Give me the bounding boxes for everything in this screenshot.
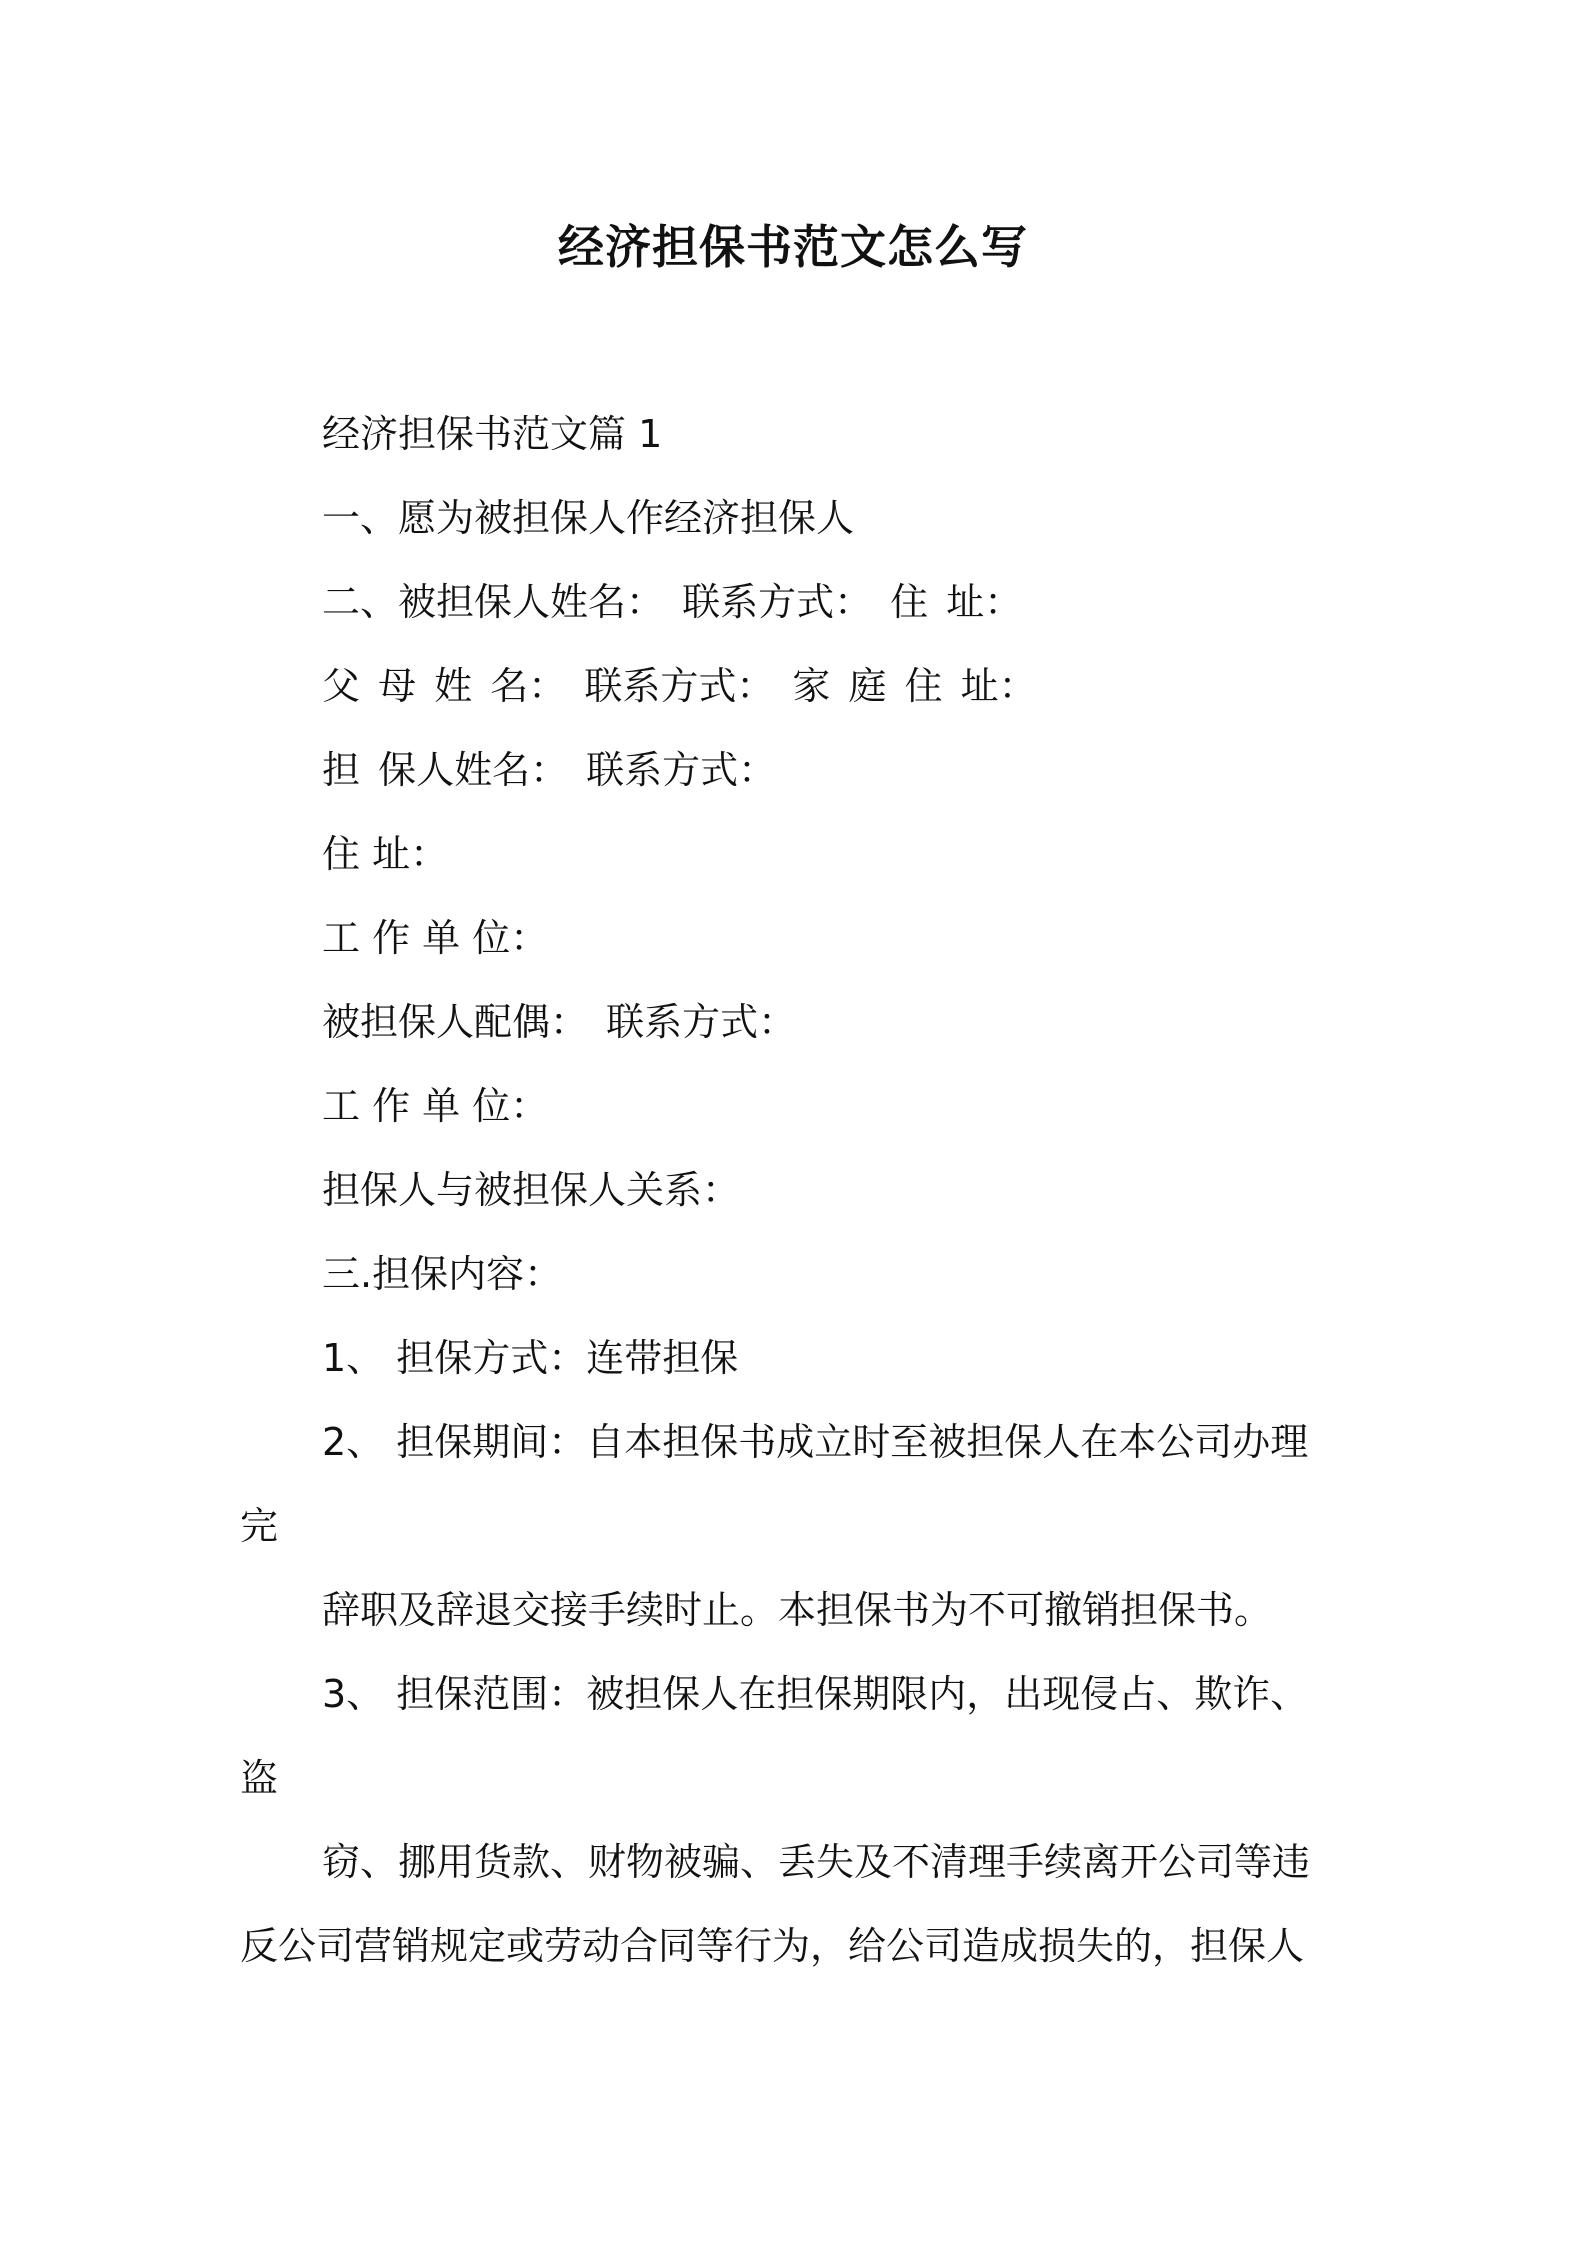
- text-line: 一、愿为被担保人作经济担保人: [322, 496, 855, 540]
- text-line: 反公司营销规定或劳动合同等行为，给公司造成损失的，担保人: [240, 1924, 1305, 1968]
- text-line: 住 址：: [322, 832, 449, 876]
- text-line: 工 作 单 位：: [322, 1084, 549, 1128]
- text-line: 1、 担保方式：连带担保: [322, 1336, 739, 1380]
- text-line: 辞职及辞退交接手续时止。本担保书为不可撤销担保书。: [322, 1588, 1273, 1632]
- text-line: 2、 担保期间：自本担保书成立时至被担保人在本公司办理: [322, 1420, 1309, 1464]
- page-title: 经济担保书范文怎么写: [558, 220, 1028, 274]
- section-heading: 经济担保书范文篇 1: [322, 412, 663, 456]
- text-line: 二、被担保人姓名： 联系方式： 住 址：: [322, 580, 1023, 624]
- text-line: 盗: [240, 1756, 279, 1800]
- text-line: 三.担保内容：: [322, 1252, 563, 1296]
- text-line: 担保人与被担保人关系：: [322, 1168, 741, 1212]
- text-line: 工 作 单 位：: [322, 916, 549, 960]
- text-line: 窃、挪用货款、财物被骗、丢失及不清理手续离开公司等违: [322, 1840, 1311, 1884]
- text-line: 3、 担保范围：被担保人在担保期限内，出现侵占、欺诈、: [322, 1672, 1309, 1716]
- text-line: 担 保人姓名： 联系方式：: [322, 748, 777, 792]
- text-line: 被担保人配偶： 联系方式：: [322, 1000, 797, 1044]
- text-line: 父 母 姓 名： 联系方式： 家 庭 住 址：: [322, 664, 1037, 708]
- text-line: 完: [240, 1504, 279, 1548]
